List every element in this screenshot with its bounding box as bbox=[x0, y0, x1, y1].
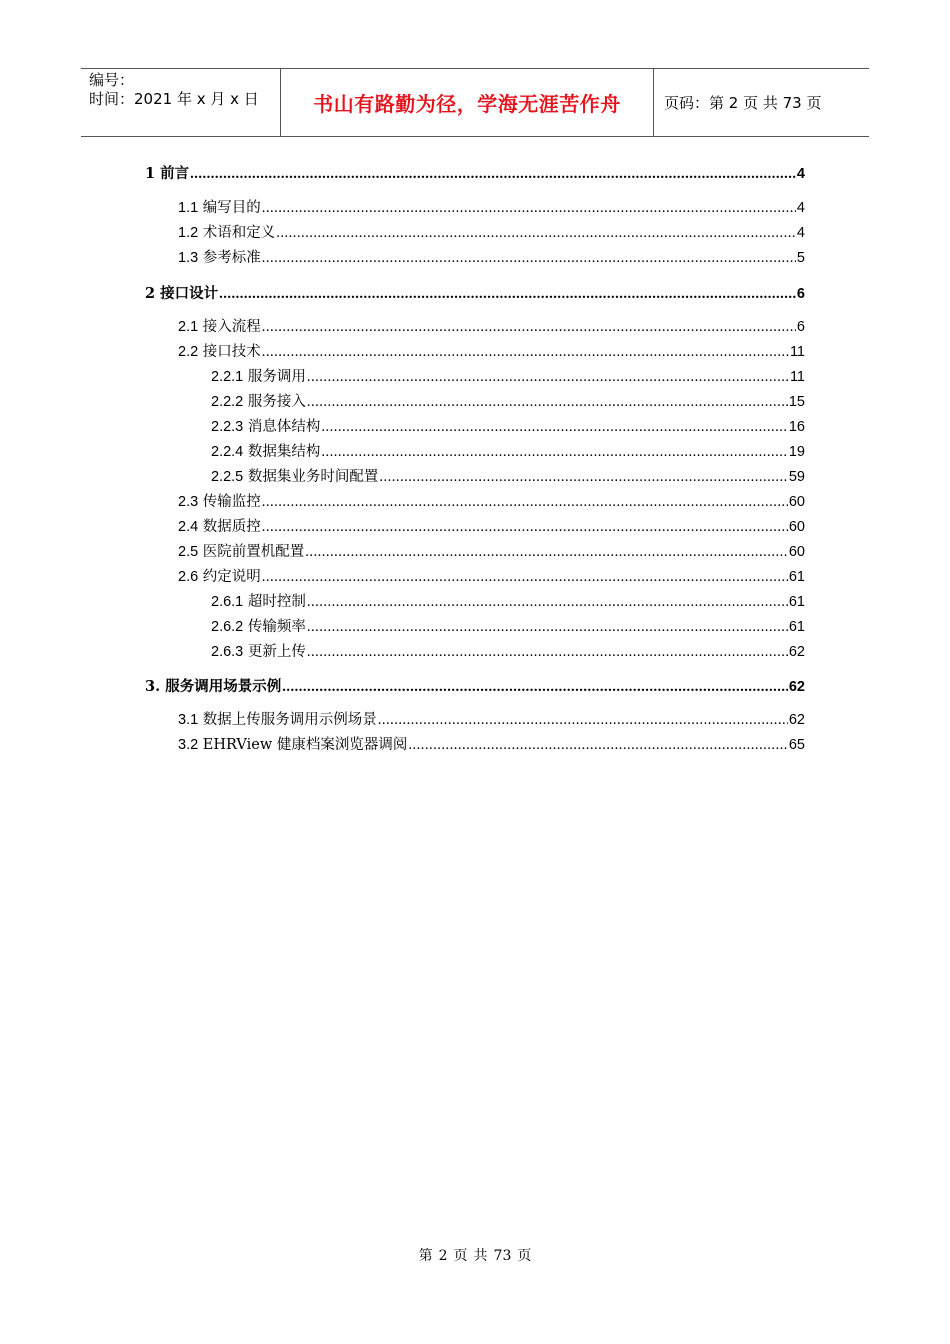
toc-entry-page: 61 bbox=[788, 619, 805, 635]
toc-dot-leader bbox=[262, 200, 796, 217]
toc-entry-title: 编写目的 bbox=[198, 200, 261, 216]
toc-entry[interactable] bbox=[178, 565, 805, 586]
toc-entry-title: 更新上传 bbox=[243, 644, 306, 660]
toc-entry-title: 约定说明 bbox=[198, 569, 261, 585]
footer-ye-2: 页 bbox=[517, 1248, 532, 1264]
toc-entry-title: 数据上传服务调用示例场景 bbox=[198, 712, 377, 728]
toc-entry-page: 5 bbox=[796, 250, 805, 266]
toc-dot-leader bbox=[262, 519, 788, 536]
toc-dot-leader bbox=[262, 344, 789, 361]
page-header bbox=[81, 68, 869, 137]
toc-entry-title: 数据集业务时间配置 bbox=[243, 469, 379, 485]
toc-dot-leader bbox=[219, 285, 796, 303]
header-motto: 书山有路勤为径，学海无涯苦作舟 bbox=[313, 92, 621, 116]
toc-entry-page: 6 bbox=[796, 319, 805, 335]
toc-entry-number: 2.2.3 bbox=[211, 419, 244, 435]
toc-entry-number: 2.2.1 bbox=[211, 369, 244, 385]
toc-dot-leader bbox=[408, 737, 787, 754]
toc-entry-page: 61 bbox=[788, 569, 805, 585]
header-motto-cell bbox=[281, 69, 654, 136]
toc-entry-title: 消息体结构 bbox=[243, 419, 321, 435]
toc-entry-page: 11 bbox=[789, 344, 805, 360]
toc-entry[interactable] bbox=[178, 246, 805, 267]
toc-entry-number: 2.1 bbox=[178, 319, 199, 335]
toc-entry[interactable] bbox=[145, 282, 805, 303]
toc-entry[interactable] bbox=[178, 196, 805, 217]
toc-dot-leader bbox=[305, 544, 788, 561]
toc-entry[interactable] bbox=[211, 365, 805, 386]
toc-entry[interactable] bbox=[211, 390, 805, 411]
toc-dot-leader bbox=[321, 444, 788, 461]
toc-entry[interactable] bbox=[178, 540, 805, 561]
toc-entry[interactable] bbox=[178, 490, 805, 511]
toc-dot-leader bbox=[321, 419, 788, 436]
toc-dot-leader bbox=[262, 250, 796, 267]
toc-entry[interactable] bbox=[211, 415, 805, 436]
toc-entry-title: 前言 bbox=[155, 165, 190, 182]
toc-dot-leader bbox=[307, 644, 788, 661]
toc-entry-number: 1.1 bbox=[178, 200, 199, 216]
toc-entry[interactable] bbox=[211, 590, 805, 611]
toc-entry[interactable] bbox=[178, 221, 805, 242]
toc-entry-page: 62 bbox=[788, 644, 805, 660]
header-page-info: 页码：第 2 页 共 73 页 bbox=[664, 94, 822, 112]
toc-entry-number: 2.6 bbox=[178, 569, 199, 585]
toc-entry-page: 59 bbox=[788, 469, 805, 485]
toc-entry-title: 服务接入 bbox=[243, 394, 306, 410]
toc-entry-number: 2.6.1 bbox=[211, 594, 244, 610]
toc-dot-leader bbox=[379, 469, 788, 486]
footer-ye: 页 bbox=[453, 1248, 468, 1264]
document-time-label: 时间：2021 年 x 月 x 日 bbox=[89, 90, 259, 108]
toc-entry-page: 4 bbox=[796, 166, 805, 182]
toc-entry-title: 数据集结构 bbox=[243, 444, 321, 460]
header-page-cell bbox=[654, 69, 869, 136]
toc-entry-number: 2.2.2 bbox=[211, 394, 244, 410]
toc-dot-leader bbox=[307, 369, 789, 386]
toc-entry-title: 传输频率 bbox=[243, 619, 306, 635]
toc-entry-page: 60 bbox=[788, 494, 805, 510]
toc-entry-page: 60 bbox=[788, 544, 805, 560]
toc-entry-page: 4 bbox=[796, 200, 805, 216]
toc-entry-title: 服务调用场景示例 bbox=[160, 678, 282, 695]
toc-entry-title: 服务调用 bbox=[243, 369, 306, 385]
toc-entry-page: 61 bbox=[788, 594, 805, 610]
toc-entry-number: 2 bbox=[145, 285, 156, 302]
header-meta-cell bbox=[81, 69, 281, 136]
toc-entry-page: 11 bbox=[789, 369, 805, 385]
toc-dot-leader bbox=[190, 165, 796, 183]
toc-dot-leader bbox=[276, 225, 796, 242]
toc-entry-title: 接口设计 bbox=[155, 285, 219, 302]
toc-entry[interactable] bbox=[211, 640, 805, 661]
toc-entry-title: EHRView 健康档案浏览器调阅 bbox=[198, 737, 408, 753]
toc-entry[interactable] bbox=[211, 615, 805, 636]
toc-entry-number: 1 bbox=[145, 165, 156, 182]
toc-entry-page: 16 bbox=[788, 419, 805, 435]
toc-entry-title: 数据质控 bbox=[198, 519, 261, 535]
toc-entry-title: 传输监控 bbox=[198, 494, 261, 510]
toc-entry[interactable] bbox=[211, 440, 805, 461]
toc-entry[interactable] bbox=[178, 515, 805, 536]
toc-dot-leader bbox=[262, 569, 788, 586]
toc-entry-page: 62 bbox=[788, 712, 805, 728]
toc-dot-leader bbox=[307, 619, 788, 636]
toc-entry-page: 15 bbox=[788, 394, 805, 410]
toc-entry-title: 接口技术 bbox=[198, 344, 261, 360]
toc-entry-page: 6 bbox=[796, 286, 805, 302]
toc-entry-number: 2.6.2 bbox=[211, 619, 244, 635]
toc-entry[interactable] bbox=[145, 162, 805, 183]
toc-entry[interactable] bbox=[178, 733, 805, 754]
toc-dot-leader bbox=[378, 712, 788, 729]
toc-entry-number: 3.1 bbox=[178, 712, 199, 728]
toc-entry-title: 医院前置机配置 bbox=[198, 544, 305, 560]
toc-entry[interactable] bbox=[178, 340, 805, 361]
toc-entry-number: 1.3 bbox=[178, 250, 199, 266]
toc-entry-title: 接入流程 bbox=[198, 319, 261, 335]
toc-entry-title: 术语和定义 bbox=[198, 225, 276, 241]
footer-page-number: 2 bbox=[438, 1248, 448, 1264]
toc-entry-page: 62 bbox=[788, 679, 805, 695]
toc-entry-number: 2.2.5 bbox=[211, 469, 244, 485]
toc-entry-number: 2.4 bbox=[178, 519, 199, 535]
toc-entry[interactable] bbox=[178, 315, 805, 336]
toc-entry-number: 2.3 bbox=[178, 494, 199, 510]
toc-entry-page: 60 bbox=[788, 519, 805, 535]
toc-entry-title: 参考标准 bbox=[198, 250, 261, 266]
toc-entry-number: 2.2 bbox=[178, 344, 199, 360]
toc-entry-page: 65 bbox=[788, 737, 805, 753]
toc-entry-number: 2.5 bbox=[178, 544, 199, 560]
toc-entry-page: 19 bbox=[788, 444, 805, 460]
toc-entry-title: 超时控制 bbox=[243, 594, 306, 610]
toc-dot-leader bbox=[307, 394, 788, 411]
toc-entry[interactable] bbox=[145, 675, 805, 696]
toc-entry[interactable] bbox=[211, 465, 805, 486]
toc-entry-number: 2.2.4 bbox=[211, 444, 244, 460]
toc-dot-leader bbox=[262, 494, 788, 511]
toc-entry-page: 4 bbox=[796, 225, 805, 241]
toc-dot-leader bbox=[262, 319, 796, 336]
footer-gong: 共 bbox=[473, 1248, 488, 1264]
document-number-label: 编号： bbox=[89, 71, 135, 89]
toc-entry-number: 2.6.3 bbox=[211, 644, 244, 660]
toc-entry-number: 3.2 bbox=[178, 737, 199, 753]
footer-di: 第 bbox=[418, 1248, 433, 1264]
page-footer bbox=[0, 1245, 950, 1265]
toc-dot-leader bbox=[307, 594, 788, 611]
toc-entry[interactable] bbox=[178, 708, 805, 729]
toc-entry-number: 3. bbox=[145, 678, 161, 695]
toc-dot-leader bbox=[282, 678, 788, 696]
toc-entry-number: 1.2 bbox=[178, 225, 199, 241]
footer-total-pages: 73 bbox=[493, 1248, 512, 1264]
